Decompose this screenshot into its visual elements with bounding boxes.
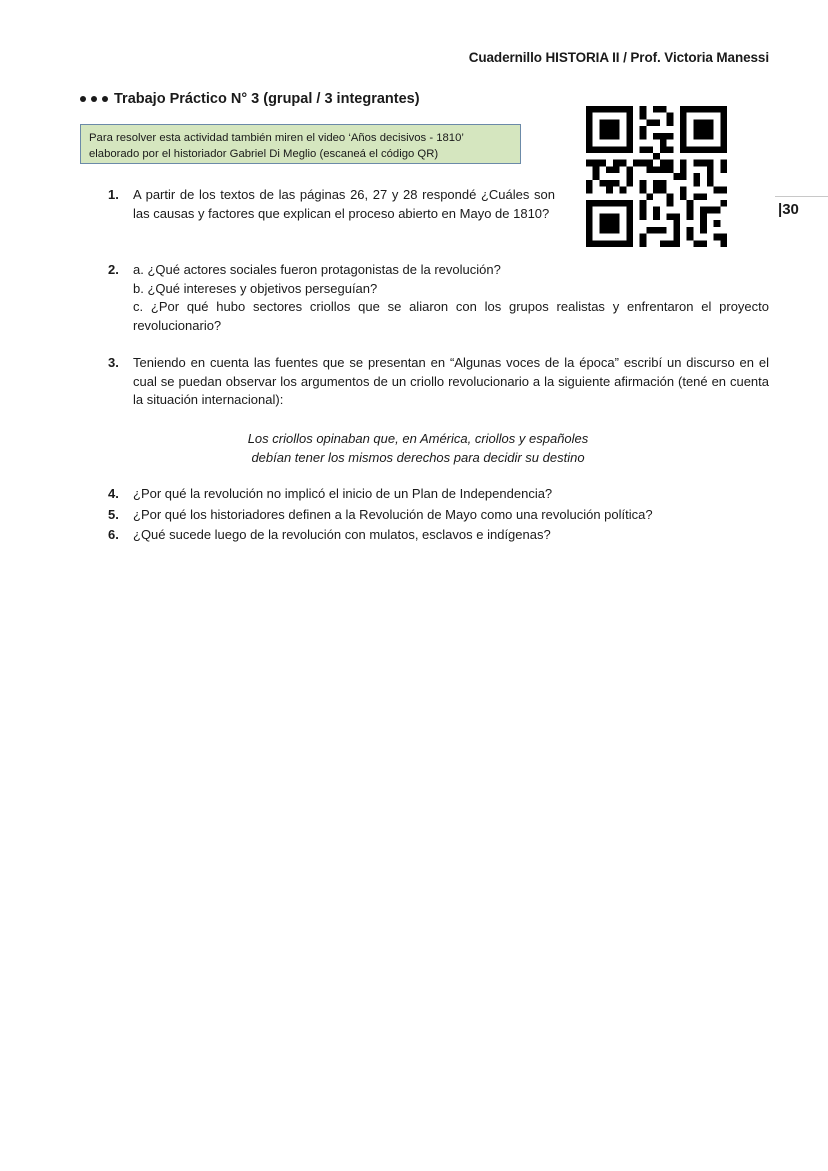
bullet-icon [91,96,97,102]
bullet-icons [80,96,108,102]
question-5 [108,506,769,525]
question-parts [133,261,769,335]
question-1 [108,186,555,223]
note-line-1: Para resolver esta actividad también miren el video ‘Años decisivos - 1810’ [89,132,464,144]
question-4 [108,485,769,504]
question-text: ¿Por qué los historiadores definen a la Revolución de Mayo como una revolución política? [133,507,653,522]
question-text: Teniendo en cuenta las fuentes que se presentan en “Algunas voces de la época” escribí un discurso en el cual se puedan observar los argumentos de un criollo revolucionario a la siguiente afirmación (tené en cuenta la situación internacional): [133,355,769,407]
page-number: |30 [778,201,799,218]
bullet-icon [102,96,108,102]
question-text: A partir de los textos de las páginas 26, 27 y 28 respondé ¿Cuáles son las causas y factores que explican el proceso abierto en Mayo de 1810? [133,187,555,221]
quoted-statement [108,429,728,467]
question-number: 1. [108,187,119,202]
section-title-text: Trabajo Práctico N° 3 (grupal / 3 integrantes) [114,91,420,107]
question-number: 6. [108,527,119,542]
question-number: 3. [108,355,119,370]
quote-line-1: Los criollos opinaban que, en América, criollos y españoles [247,431,589,446]
quote-line-2: debían tener los mismos derechos para decidir su destino [251,450,585,465]
question-text: ¿Por qué la revolución no implicó el inicio de un Plan de Independencia? [133,486,553,501]
qr-code-icon[interactable] [586,106,727,247]
document-header: Cuadernillo HISTORIA II / Prof. Victoria Manessi [468,50,769,65]
question-number: 2. [108,262,119,277]
question-part-c: c. ¿Por qué hubo sectores criollos que se aliaron con los grupos realistas y enfrentaron el proyecto revolucionario? [133,299,769,333]
question-number: 5. [108,507,119,522]
section-title [80,91,420,107]
instruction-note-box [80,124,521,164]
question-2 [108,261,769,335]
question-number: 4. [108,486,119,501]
bullet-icon [80,96,86,102]
question-part-a: a. ¿Qué actores sociales fueron protagonistas de la revolución? [133,262,501,277]
question-part-b: b. ¿Qué intereses y objetivos perseguían? [133,280,378,296]
question-text: ¿Qué sucede luego de la revolución con mulatos, esclavos e indígenas? [133,527,551,542]
page-number-rule [775,196,828,197]
question-6 [108,526,769,545]
question-3 [108,354,769,410]
note-line-2: elaborado por el historiador Gabriel Di Meglio (escaneá el código QR) [89,148,439,160]
